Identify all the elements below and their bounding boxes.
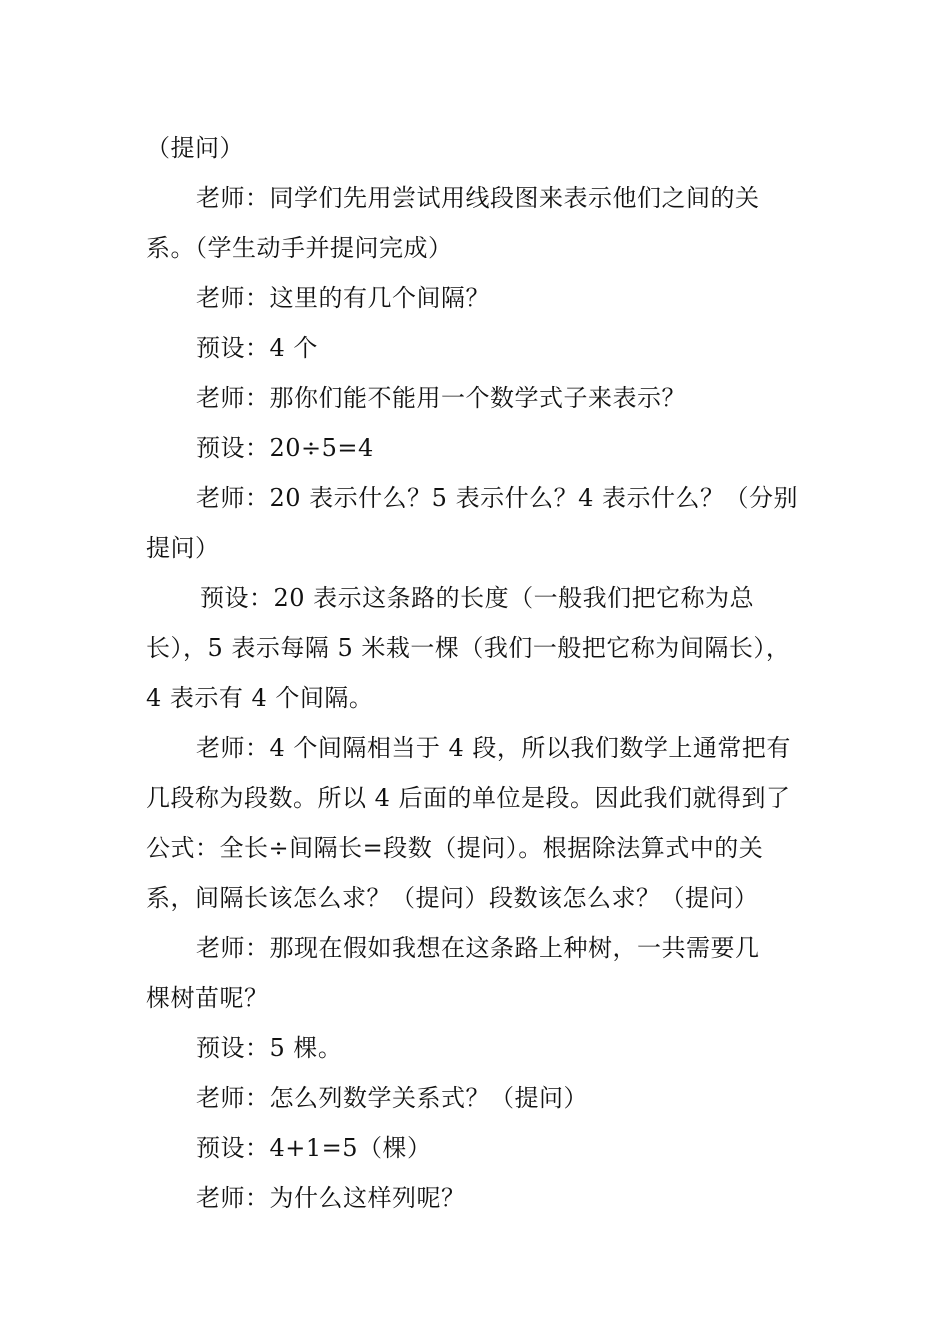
text-line: 长），5 表示每隔 5 米栽一棵（我们一般把它称为间隔长）， — [146, 634, 791, 662]
text-line: 老师：20 表示什么？5 表示什么？4 表示什么？（分别 — [196, 484, 798, 512]
text-line: 系，间隔长该怎么求？（提问）段数该怎么求？（提问） — [146, 884, 759, 912]
text-line: 预设：5 棵。 — [196, 1034, 343, 1062]
text-line: （提问） — [146, 134, 244, 162]
text-line: 几段称为段数。所以 4 后面的单位是段。因此我们就得到了 — [146, 784, 791, 812]
text-line: 4 表示有 4 个间隔。 — [146, 684, 374, 712]
text-line: 老师：怎么列数学关系式？（提问） — [196, 1084, 588, 1112]
text-line: 预设：4+1=5（棵） — [196, 1134, 432, 1162]
text-line: 老师：那现在假如我想在这条路上种树，一共需要几 — [196, 934, 760, 962]
text-line: 老师：那你们能不能用一个数学式子来表示？ — [196, 384, 686, 412]
text-line: 老师：4 个间隔相当于 4 段，所以我们数学上通常把有 — [196, 734, 791, 762]
text-line: 公式：全长÷间隔长=段数（提问）。根据除法算式中的关 — [146, 834, 764, 862]
text-line: 提问） — [146, 534, 220, 562]
text-line: 棵树苗呢？ — [146, 984, 269, 1012]
text-line: 预设：20 表示这条路的长度（一般我们把它称为总 — [200, 584, 755, 612]
text-line: 老师：为什么这样列呢？ — [196, 1184, 466, 1212]
text-line: 老师：同学们先用尝试用线段图来表示他们之间的关 — [196, 184, 760, 212]
text-line: 预设：4 个 — [196, 334, 318, 362]
text-line: 系。（学生动手并提问完成） — [146, 234, 453, 262]
text-line: 预设：20÷5=4 — [196, 434, 374, 462]
text-line: 老师：这里的有几个间隔？ — [196, 284, 490, 312]
